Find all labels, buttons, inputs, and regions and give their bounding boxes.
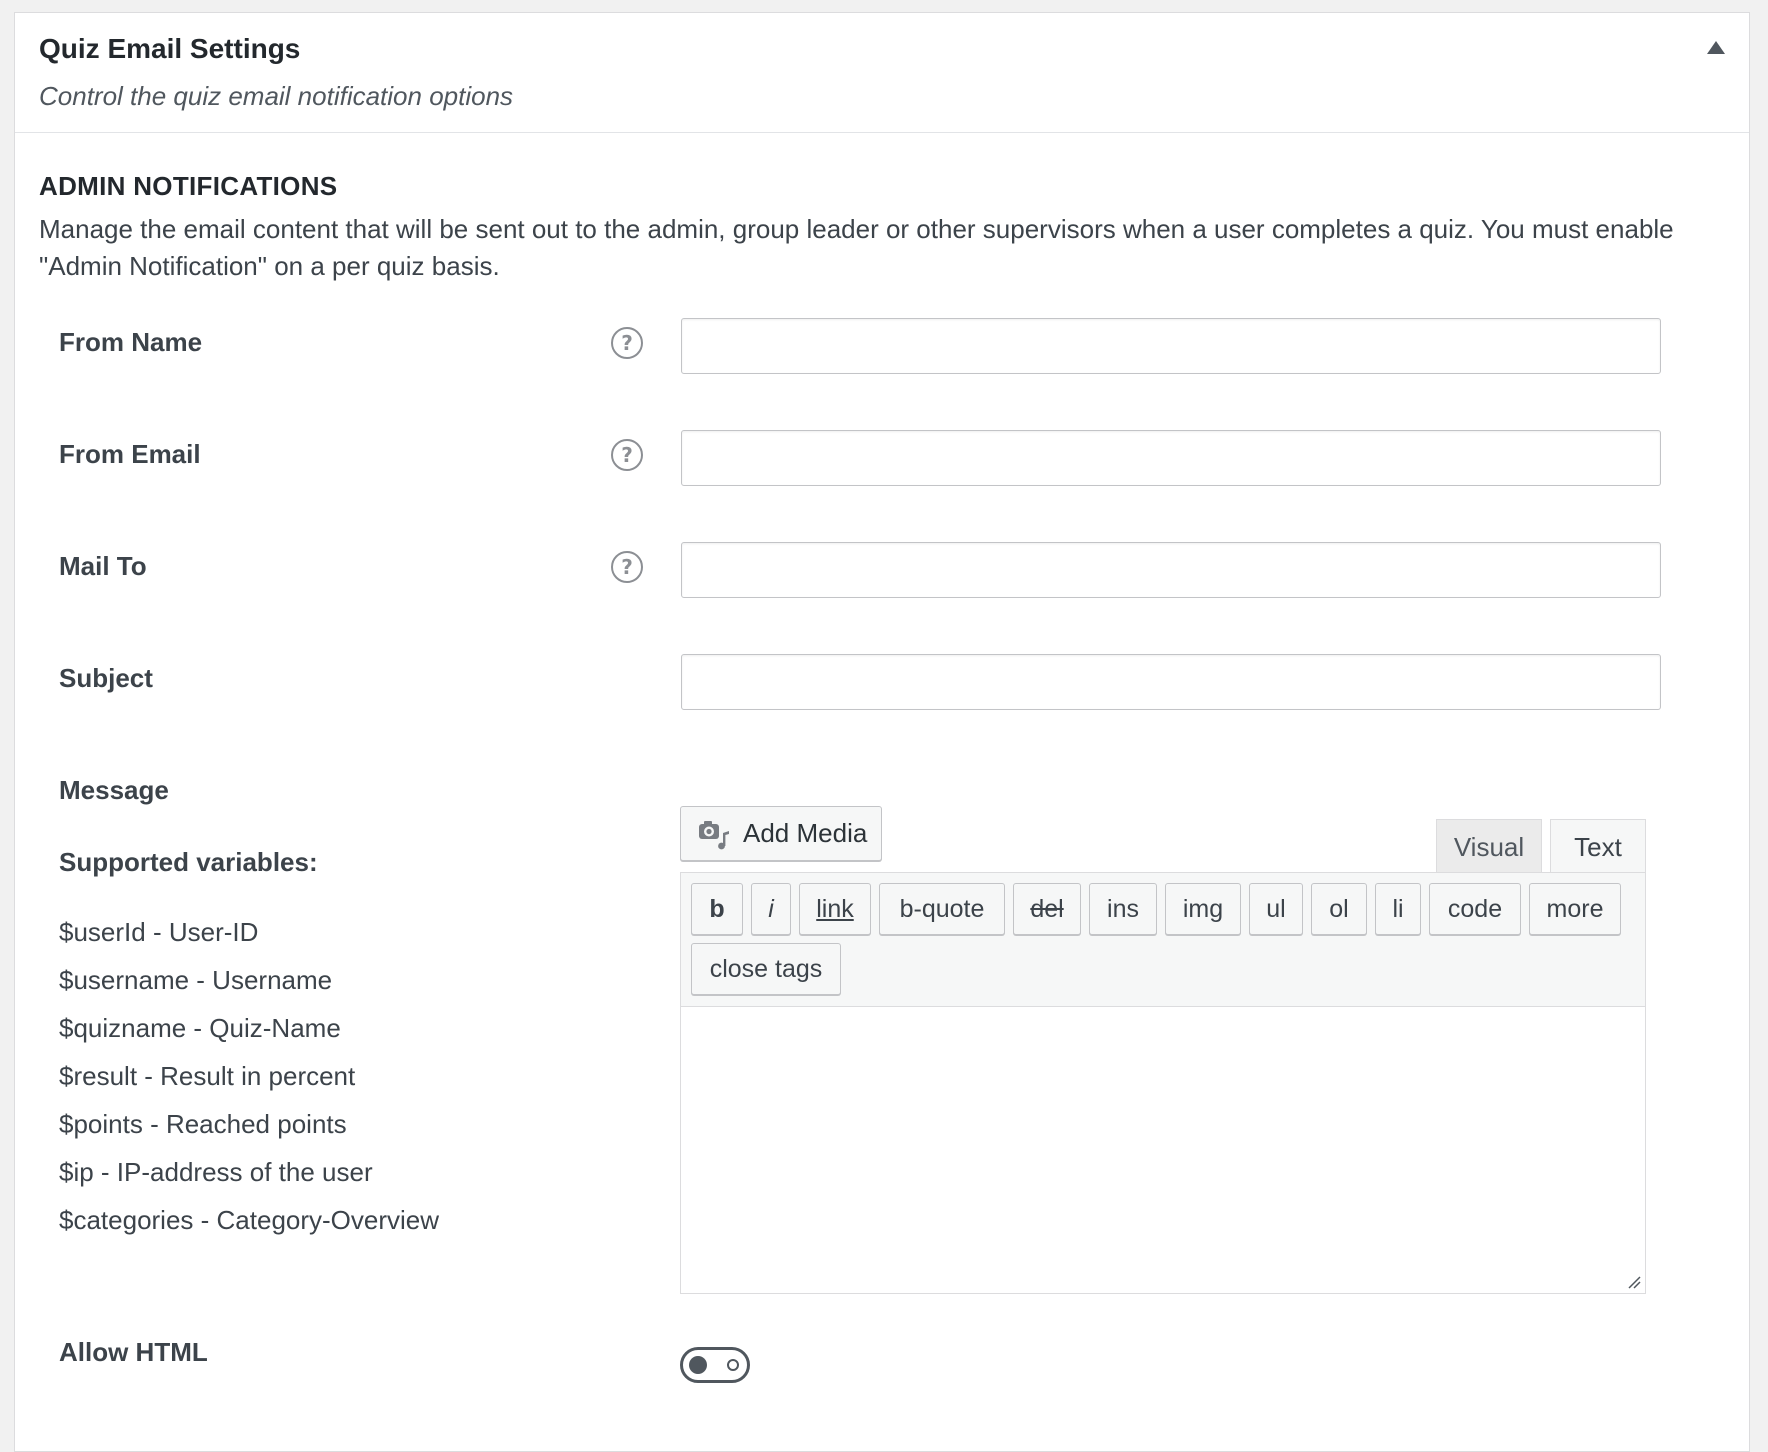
allow-html-label: Allow HTML [59,1337,208,1367]
quicktags-toolbar [681,873,1645,1007]
from-name-help-icon[interactable]: ? [611,327,643,359]
quicktag-bold-button[interactable]: b [691,883,743,935]
message-textarea[interactable] [681,1007,1645,1293]
quicktag-ul-button[interactable]: ul [1249,883,1303,935]
tab-visual[interactable]: Visual [1436,819,1542,875]
from-email-help-icon[interactable]: ? [611,439,643,471]
variable-item: $categories - Category-Overview [59,1205,440,1235]
add-media-label: Add Media [743,818,868,848]
collapse-arrow-icon[interactable] [1707,41,1725,54]
quicktag-ins-button[interactable]: ins [1089,883,1157,935]
quicktag-close-tags-button[interactable]: close tags [691,943,841,995]
message-editor [680,872,1646,1294]
from-email-label: From Email [59,439,201,469]
mail-to-help-icon[interactable]: ? [611,551,643,583]
panel-title: Quiz Email Settings [39,33,301,64]
toggle-off-indicator-icon [727,1359,739,1371]
toggle-knob [689,1356,707,1374]
quicktag-ol-button[interactable]: ol [1311,883,1367,935]
mail-to-input[interactable] [681,542,1661,598]
quicktag-img-button[interactable]: img [1165,883,1241,935]
message-label: Message [59,775,169,805]
subject-input[interactable] [681,654,1661,710]
mail-to-label: Mail To [59,551,147,581]
quicktag-link-button[interactable]: link [799,883,871,935]
panel-header [15,13,1749,133]
quiz-email-settings-panel [14,12,1750,1452]
subject-label: Subject [59,663,153,693]
variable-item: $quizname - Quiz-Name [59,1013,341,1043]
section-heading: ADMIN NOTIFICATIONS [39,171,338,201]
quicktag-del-button[interactable]: del [1013,883,1081,935]
media-camera-music-icon [697,817,731,851]
from-name-label: From Name [59,327,203,357]
tab-text[interactable]: Text [1550,819,1646,875]
variable-item: $points - Reached points [59,1109,347,1139]
quicktag-more-button[interactable]: more [1529,883,1621,935]
supported-variables-heading: Supported variables: [59,847,318,877]
add-media-button[interactable] [680,806,882,861]
variable-item: $userId - User-ID [59,917,259,947]
from-name-input[interactable] [681,318,1661,374]
variable-item: $username - Username [59,965,333,995]
variable-item: $result - Result in percent [59,1061,356,1091]
quicktag-bquote-button[interactable]: b-quote [879,883,1005,935]
quicktag-code-button[interactable]: code [1429,883,1521,935]
panel-description: Control the quiz email notification options [39,81,514,111]
from-email-input[interactable] [681,430,1661,486]
variable-item: $ip - IP-address of the user [59,1157,373,1187]
resize-handle-icon[interactable] [1627,1275,1641,1289]
quicktag-italic-button[interactable]: i [751,883,791,935]
section-description: Manage the email content that will be sent out to the admin, group leader or other supervisors when a user completes a quiz. You must enable "Admin Notification" on a per quiz basis. [39,214,1674,281]
quicktag-li-button[interactable]: li [1375,883,1421,935]
allow-html-toggle[interactable] [680,1347,750,1383]
